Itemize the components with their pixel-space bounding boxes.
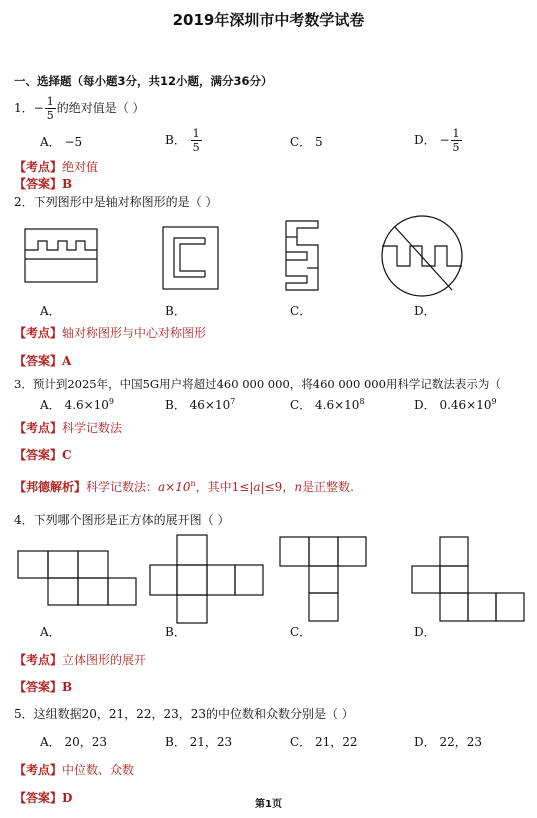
q5-b-value: 21，23 <box>189 735 233 749</box>
q4-figure-b <box>150 535 263 623</box>
q1-b-label: B． <box>165 133 186 147</box>
q4-figure-a <box>18 551 136 605</box>
q1-c-value: 5 <box>315 135 323 149</box>
q5-option-a <box>40 733 107 750</box>
q3-analysis-formula: a×10 <box>158 480 191 494</box>
q5-option-d <box>414 733 482 750</box>
q4-label-b: B． <box>165 625 186 639</box>
q2-label-a: A． <box>40 304 61 318</box>
q3-kaodian-text: 科学记数法 <box>62 421 123 435</box>
q5-d-value: 22，23 <box>439 735 482 749</box>
q2-figure-a <box>25 229 97 282</box>
q1-d-label: D． <box>414 133 436 147</box>
q2-kaodian-text: 轴对称图形与中心对称图形 <box>62 326 207 340</box>
q1-answer-value: B <box>62 177 73 191</box>
q1-kaodian-text: 绝对值 <box>62 160 99 174</box>
q3-kaodian-label: 【考点】 <box>14 421 63 435</box>
q3-analysis-abs: |a| <box>249 480 265 494</box>
q3-a-exp: 9 <box>108 397 115 406</box>
q1-d-num: 1 <box>452 127 460 140</box>
q3-answer <box>14 446 72 463</box>
q3-analysis-exp: n <box>190 479 196 488</box>
question-5 <box>14 705 354 722</box>
q1-c-label: C． <box>290 135 312 149</box>
page-number: 第1页 <box>255 799 282 810</box>
q3-option-d <box>414 396 497 413</box>
q3-answer-label: 【答案】 <box>14 448 63 462</box>
q2-figure-b <box>163 227 218 289</box>
q5-c-label: C． <box>290 735 312 749</box>
page-title: 2019年深圳市中考数学试卷 <box>172 11 365 29</box>
q3-analysis <box>14 478 354 495</box>
q3-b-label: B． <box>165 398 186 412</box>
q3-kaodian <box>14 419 122 436</box>
q2-label-c: C． <box>290 304 312 318</box>
q5-answer-value: D <box>62 791 73 805</box>
q3-analysis-pre: 科学记数法： <box>86 480 159 494</box>
q1-b-num: 1 <box>192 127 200 140</box>
q3-analysis-mid: ，其中1≤ <box>195 480 250 494</box>
q1-text: 的绝对值是（ ） <box>56 101 145 115</box>
q3-b-base: 46×10 <box>189 398 231 412</box>
q4-figure-c <box>280 537 366 621</box>
q2-answer <box>14 352 71 369</box>
q4-label-a: A． <box>40 625 61 639</box>
q1-kaodian-label: 【考点】 <box>14 160 63 174</box>
q3-c-base: 4.6×10 <box>315 398 360 412</box>
q1-frac-den: 5 <box>46 109 54 122</box>
q4-kaodian-label: 【考点】 <box>14 653 63 667</box>
question-3 <box>14 376 501 392</box>
q4-text: 下列哪个图形是正方体的展开图（ ） <box>33 513 230 527</box>
q1-d-minus: − <box>439 133 450 147</box>
q5-number: 5． <box>14 707 34 721</box>
q2-label-b: B． <box>165 304 186 318</box>
q3-number: 3． <box>14 377 33 391</box>
q1-minus: − <box>33 101 44 115</box>
q2-answer-value: A <box>62 354 72 368</box>
q4-label-d: D． <box>414 625 436 639</box>
q3-text: 预计到2025年，中国5G用户将超过460 000 000，将460 000 000用科学记数法表示为（ <box>32 377 501 391</box>
question-4 <box>14 511 229 528</box>
q1-a-value: −5 <box>64 135 83 149</box>
q3-c-exp: 8 <box>359 397 365 406</box>
q3-c-label: C． <box>290 398 312 412</box>
q2-kaodian <box>14 324 206 341</box>
q1-frac-num: 1 <box>46 95 54 108</box>
q4-kaodian <box>14 651 146 668</box>
q5-option-b <box>165 733 232 750</box>
q5-kaodian-text: 中位数、众数 <box>62 763 135 777</box>
q1-a-label: A． <box>40 135 61 149</box>
q3-analysis-label: 【邦德解析】 <box>14 480 87 494</box>
q2-figure-c <box>286 221 318 290</box>
q5-d-label: D． <box>414 735 436 749</box>
q3-a-label: A． <box>40 398 61 412</box>
q2-number: 2． <box>14 195 34 209</box>
q3-option-a <box>40 396 114 413</box>
q4-label-c: C． <box>290 625 312 639</box>
q5-text: 这组数据20，21，22，23，23的中位数和众数分别是（ ） <box>33 707 354 721</box>
q1-d-den: 5 <box>452 141 460 154</box>
q2-figure-d <box>382 216 462 296</box>
q5-a-value: 20，23 <box>64 735 108 749</box>
q3-analysis-end: 是正整数. <box>302 480 354 494</box>
q4-figure-d <box>412 537 524 621</box>
q3-option-c <box>290 396 365 413</box>
q5-answer-label: 【答案】 <box>14 791 63 805</box>
q5-option-c <box>290 733 358 750</box>
q4-answer-value: B <box>62 680 73 694</box>
q3-analysis-n: n <box>294 480 303 494</box>
q3-analysis-post: ≤9， <box>264 480 295 494</box>
q3-option-b <box>165 396 235 413</box>
q5-kaodian-label: 【考点】 <box>14 763 63 777</box>
q5-a-label: A． <box>40 735 61 749</box>
q3-a-base: 4.6×10 <box>64 398 109 412</box>
q1-answer-label: 【答案】 <box>14 177 63 191</box>
q5-kaodian <box>14 761 134 778</box>
q5-b-label: B． <box>165 735 186 749</box>
q4-answer-label: 【答案】 <box>14 680 63 694</box>
q3-b-exp: 7 <box>230 397 236 406</box>
q1-number: 1． <box>14 101 34 115</box>
q4-answer <box>14 678 72 695</box>
q2-label-d: D． <box>414 304 436 318</box>
section-heading: 一、选择题（每小题3分，共12小题，满分36分） <box>14 74 273 88</box>
q2-text: 下列图形中是轴对称图形的是（ ） <box>33 195 218 209</box>
q3-d-exp: 9 <box>491 397 497 406</box>
q3-d-label: D． <box>414 398 436 412</box>
q2-answer-label: 【答案】 <box>14 354 63 368</box>
q4-number: 4． <box>14 513 34 527</box>
q1-b-den: 5 <box>192 141 200 154</box>
q3-answer-value: C <box>62 448 72 462</box>
q4-kaodian-text: 立体图形的展开 <box>62 653 147 667</box>
q3-d-base: 0.46×10 <box>439 398 492 412</box>
q2-kaodian-label: 【考点】 <box>14 326 63 340</box>
q5-c-value: 21，22 <box>315 735 358 749</box>
